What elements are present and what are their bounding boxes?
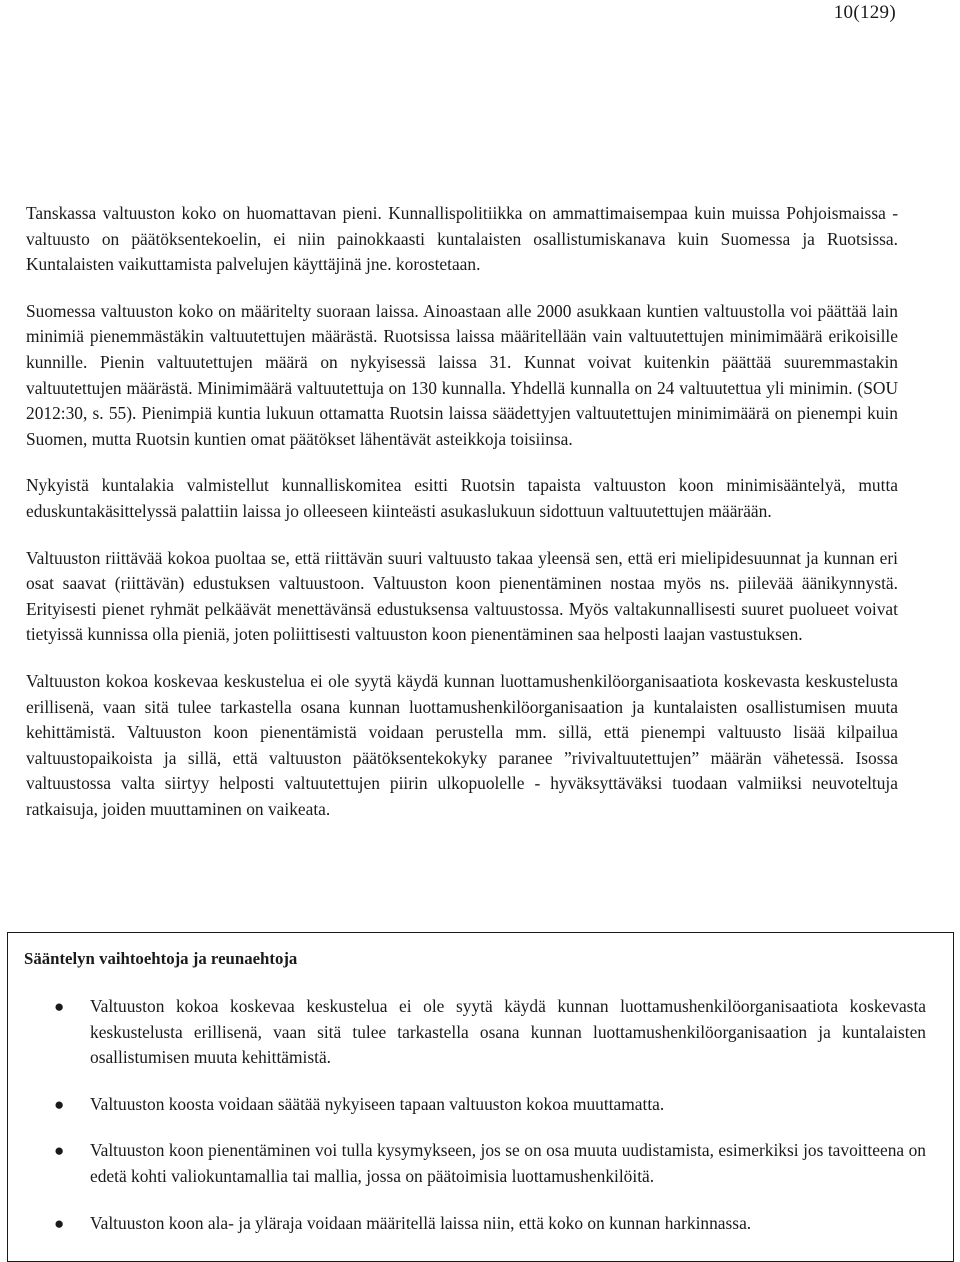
list-item bbox=[54, 1211, 926, 1237]
list-item-text: Valtuuston koosta voidaan säätää nykyiseen tapaan valtuuston kokoa muuttamatta. bbox=[90, 1093, 665, 1114]
box-title: Sääntelyn vaihtoehtoja ja reunaehtoja bbox=[24, 949, 298, 968]
list-item bbox=[54, 1092, 926, 1118]
list-item-text: Valtuuston koon pienentäminen voi tulla kysymykseen, jos se on osa muuta uudistamista, esimerkiksi jos tavoitteena on edetä kohti valiokuntamallia tai mallia, jossa on päätoimisia luottamushenkilöitä. bbox=[90, 1140, 926, 1186]
paragraph-council-size-law: Suomessa valtuuston koko on määritelty suoraan laissa. Ainoastaan alle 2000 asukkaan kuntien valtuustolla voi päättää lain minimiä pienemmästäkin valtuutettujen määrästä. Ruotsissa laissa määritellään vain valtuutettujen minimimäärä erikoisille kunnille. Pienin valtuutettujen määrä on nykyisessä laissa 31. Kunnat voivat kuitenkin päättää suuremmastakin valtuutettujen määrästä. Minimimäärä valtuutettuja on 130 kunnalla. Yhdellä kunnalla on 24 valtuutettua yli minimin. (SOU 2012:30, s. 55). Pienimpiä kuntia lukuun ottamatta Ruotsin laissa säädettyjen valtuutettujen minimimäärä on pienempi kuin Suomen, mutta Ruotsin kuntien omat päätökset lähentävät asteikkoja toisiinsa. bbox=[26, 300, 898, 449]
paragraph-discussion: Valtuuston kokoa koskevaa keskustelua ei ole syytä käydä kunnan luottamushenkilöorganisaatiota koskevasta keskustelusta erillisenä, vaan sitä tulee tarkastella osana kunnan luottamushenkilöorganisaation ja kuntalaisten osallistumisen muuta kehittämistä. Valtuuston koon pienentämistä voidaan perustella mm. sillä, että pienempi valtuusto lisää kilpailua valtuustopaikoista ja sillä, että valtuuston päätöksentekokyky paranee ”rivivaltuutettujen” määrän vähetessä. Isossa valtuustossa valta siirtyy helposti valtuutettujen piirin ulkopuolelle - hyväksyttäväksi tuodaan valmiiksi neuvoteltuja ratkaisuja, joiden muuttaminen on vaikeata. bbox=[26, 670, 898, 819]
regulation-alternatives-box bbox=[7, 932, 954, 1262]
list-item bbox=[54, 994, 926, 1071]
bullet-icon: ● bbox=[54, 997, 65, 1016]
paragraph-denmark: Tanskassa valtuuston koko on huomattavan pieni. Kunnallispolitiikka on ammattimaisempaa kuin muissa Pohjoismaissa - valtuusto on päätöksentekoelin, ei niin painokkaasti kuntalaisten osallistumiskanava kuin Suomessa ja Ruotsissa. Kuntalaisten vaikuttamista palvelujen käyttäjinä jne. korostetaan. bbox=[26, 203, 898, 275]
paragraph-committee-proposal: Nykyistä kuntalakia valmistellut kunnalliskomitea esitti Ruotsin tapaista valtuuston koon minimisääntelyä, mutta eduskuntakäsittelyssä palattiin laissa jo olleeseen kiinteästi asukaslukuun sidottuun valtuutettujen määrään. bbox=[26, 475, 898, 521]
bullet-icon: ● bbox=[54, 1094, 65, 1114]
page-number: 10(129) bbox=[833, 2, 896, 23]
list-item-text: Valtuuston koon ala- ja yläraja voidaan määritellä laissa niin, että koko on kunnan harkinnassa. bbox=[90, 1212, 752, 1233]
document-body bbox=[26, 201, 898, 843]
paragraph-sufficient-size: Valtuuston riittävää kokoa puoltaa se, että riittävän suuri valtuusto takaa yleensä sen, että eri mielipidesuunnat ja kunnan eri osat saavat (riittävän) edustuksen valtuustoon. Valtuuston koon pienentäminen nostaa myös ns. piilevää äänikynnystä. Erityisesti pienet ryhmät pelkäävät menettävänsä edustuksensa valtuustossa. Myös valtakunnallisesti suuret puolueet voivat tietyissä kunnissa olla pieniä, joten poliittisesti valtuuston koon pienentäminen saa helposti laajan vastustuksen. bbox=[26, 547, 898, 645]
bullet-icon: ● bbox=[54, 1141, 65, 1161]
list-item-text: Valtuuston kokoa koskevaa keskustelua ei ole syytä käydä kunnan luottamushenkilöorganisaatiota koskevasta keskustelusta erillisenä, vaan sitä tulee tarkastella osana kunnan luottamushenkilöorganisaation ja kuntalaisten osallistumisen muuta kehittämistä. bbox=[90, 996, 926, 1068]
bullet-icon: ● bbox=[54, 1213, 65, 1233]
list-item bbox=[54, 1138, 926, 1189]
bullet-list bbox=[54, 994, 926, 1257]
